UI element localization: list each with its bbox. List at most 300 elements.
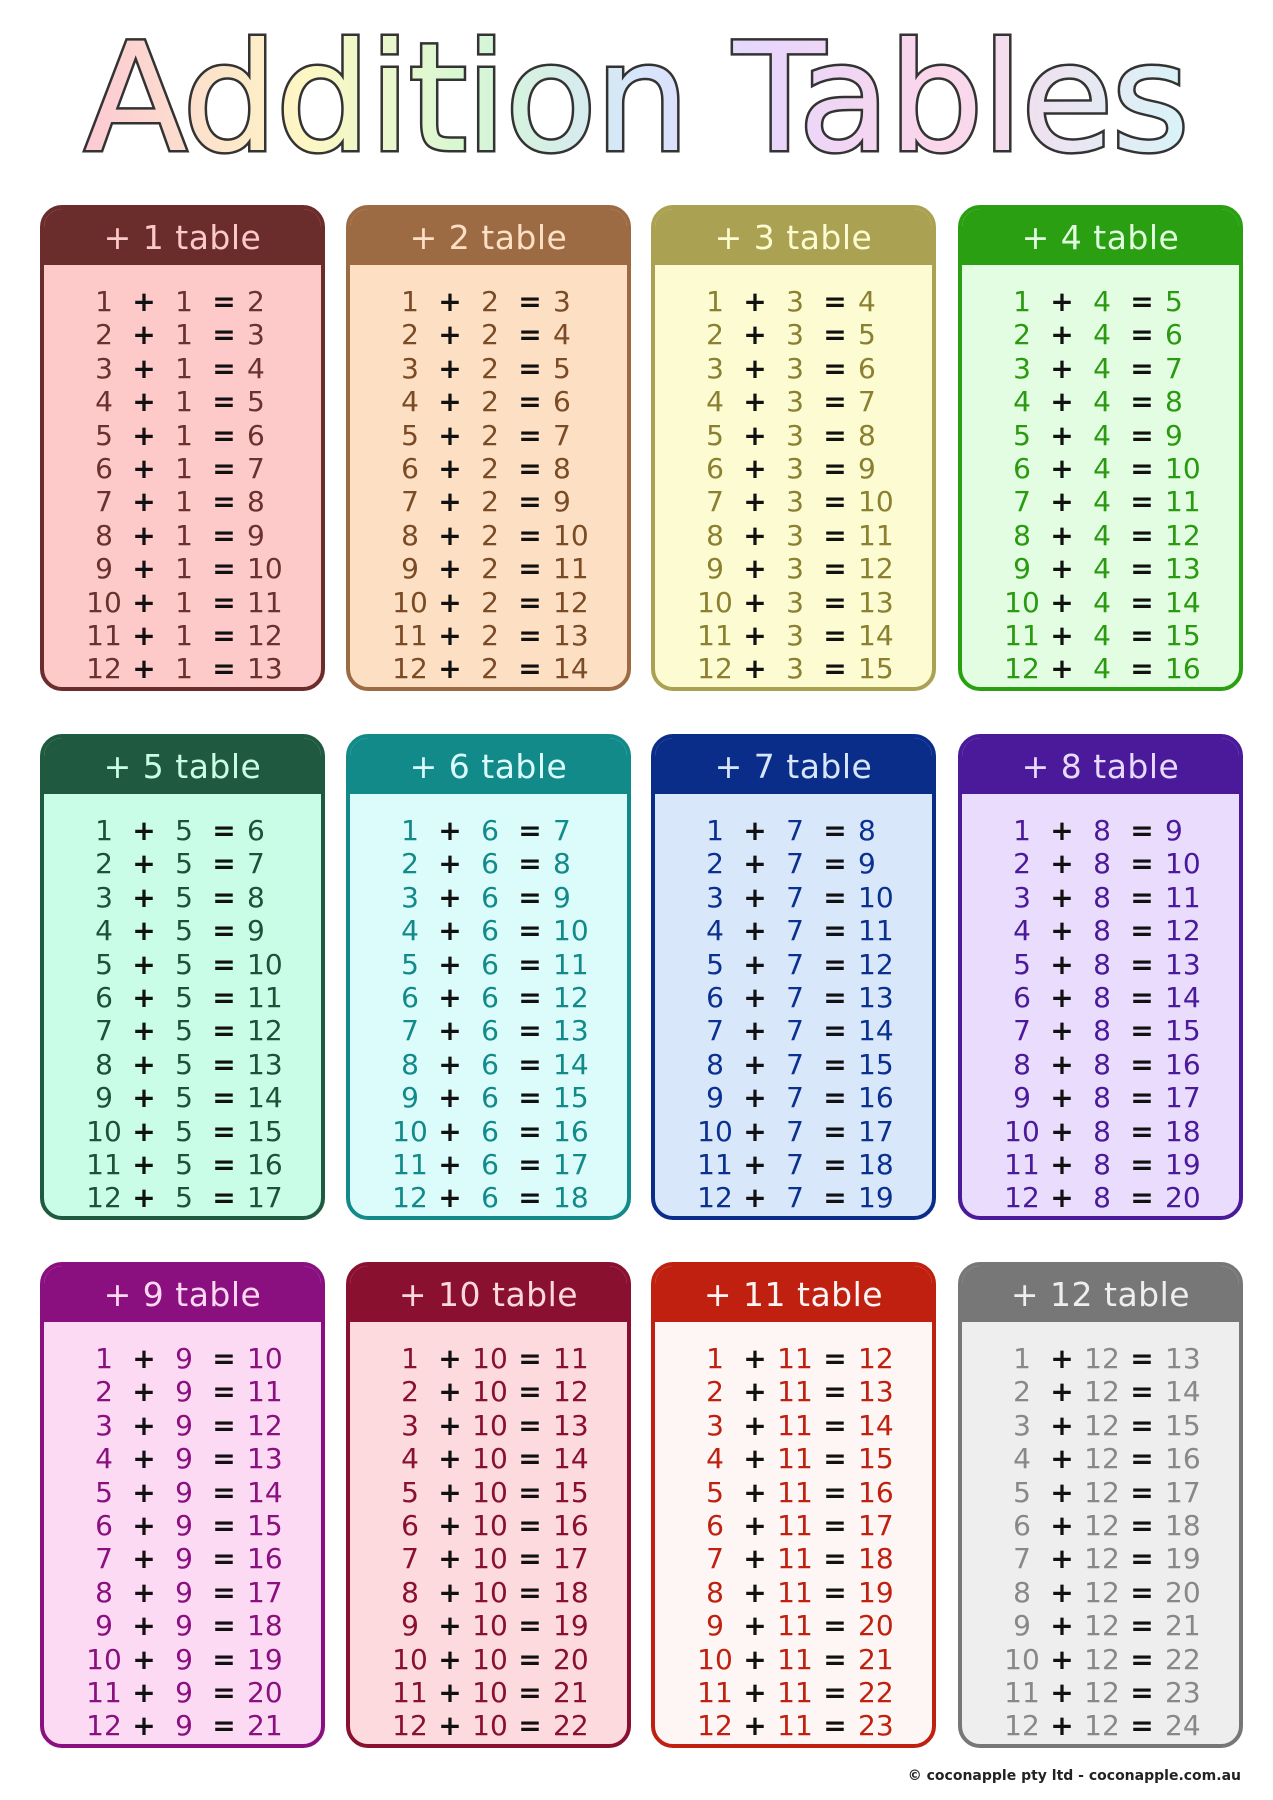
equation-row (44, 352, 321, 385)
operand-b: 8 (1093, 981, 1111, 1014)
equals-sign: = (518, 914, 542, 948)
plus-sign: + (743, 619, 767, 652)
equals-sign: = (823, 847, 847, 881)
sum: 14 (858, 1014, 894, 1048)
sum: 7 (553, 418, 571, 452)
equals-sign: = (212, 1709, 236, 1743)
operand-a: 6 (401, 452, 419, 485)
operand-a: 2 (95, 1375, 113, 1409)
plus-sign: + (132, 947, 156, 981)
plus-sign: + (1050, 318, 1074, 352)
equation-row (655, 1148, 932, 1181)
equals-sign: = (1130, 351, 1154, 385)
equation-row (655, 652, 932, 685)
operand-b: 9 (175, 1375, 193, 1409)
sum: 12 (1165, 914, 1201, 948)
equation-row (655, 1709, 932, 1742)
equals-sign: = (823, 1676, 847, 1709)
operand-b: 1 (175, 318, 193, 352)
table-header: + 11 table (655, 1266, 932, 1322)
sum: 15 (553, 1081, 589, 1115)
equals-sign: = (518, 619, 542, 652)
operand-b: 4 (1093, 518, 1111, 552)
equation-row (44, 619, 321, 652)
operand-b: 11 (777, 1442, 813, 1476)
operand-b: 2 (481, 418, 499, 452)
equals-sign: = (823, 1575, 847, 1609)
operand-b: 12 (1084, 1676, 1120, 1709)
operand-b: 11 (777, 1475, 813, 1509)
sum: 18 (858, 1148, 894, 1181)
equation-row (962, 1409, 1239, 1442)
operand-a: 1 (706, 814, 724, 847)
equation-row (655, 814, 932, 847)
sum: 11 (858, 518, 894, 552)
operand-b: 4 (1093, 318, 1111, 352)
operand-b: 11 (777, 1676, 813, 1709)
equation-row (962, 586, 1239, 619)
equals-sign: = (1130, 485, 1154, 519)
equals-sign: = (518, 1442, 542, 1476)
equation-row (962, 1048, 1239, 1081)
sum: 4 (247, 351, 265, 385)
plus-sign: + (1050, 1676, 1074, 1709)
plus-sign: + (132, 485, 156, 519)
operand-a: 11 (697, 1148, 733, 1181)
plus-sign: + (1050, 1509, 1074, 1542)
operand-b: 3 (786, 518, 804, 552)
sum: 13 (247, 652, 283, 686)
operand-b: 3 (786, 619, 804, 652)
equals-sign: = (518, 880, 542, 914)
equation-row (350, 1442, 627, 1475)
operand-a: 3 (1013, 880, 1031, 914)
equals-sign: = (518, 1709, 542, 1743)
plus-sign: + (1050, 1375, 1074, 1409)
operand-a: 12 (697, 1709, 733, 1743)
sum: 13 (1165, 1342, 1201, 1375)
operand-b: 7 (786, 1181, 804, 1215)
table-body (655, 265, 932, 687)
operand-b: 11 (777, 1542, 813, 1576)
sum: 11 (553, 947, 589, 981)
operand-a: 12 (86, 1709, 122, 1743)
equals-sign: = (518, 1676, 542, 1709)
operand-b: 6 (481, 1047, 499, 1081)
plus-sign: + (743, 947, 767, 981)
equals-sign: = (823, 1709, 847, 1743)
operand-b: 7 (786, 814, 804, 847)
equals-sign: = (518, 552, 542, 586)
operand-a: 5 (401, 947, 419, 981)
equals-sign: = (518, 1114, 542, 1148)
sum: 23 (858, 1709, 894, 1743)
equation-row (44, 914, 321, 947)
addition-table-card-1 (40, 205, 325, 691)
operand-a: 6 (95, 452, 113, 485)
plus-sign: + (1050, 1181, 1074, 1215)
operand-a: 9 (1013, 1609, 1031, 1643)
plus-sign: + (438, 1542, 462, 1576)
operand-b: 9 (175, 1542, 193, 1576)
operand-a: 8 (401, 1047, 419, 1081)
sum: 14 (1165, 981, 1201, 1014)
operand-b: 12 (1084, 1542, 1120, 1576)
operand-b: 11 (777, 1509, 813, 1542)
equals-sign: = (518, 1375, 542, 1409)
equation-row (44, 1643, 321, 1676)
plus-sign: + (438, 1408, 462, 1442)
operand-b: 12 (1084, 1609, 1120, 1643)
operand-a: 11 (392, 1676, 428, 1709)
operand-b: 2 (481, 485, 499, 519)
equation-row (350, 1542, 627, 1575)
sum: 17 (247, 1181, 283, 1215)
operand-a: 10 (697, 1642, 733, 1676)
sum: 12 (247, 619, 283, 652)
operand-b: 8 (1093, 1148, 1111, 1181)
equation-row (962, 1375, 1239, 1408)
equation-row (655, 1476, 932, 1509)
plus-sign: + (1050, 1047, 1074, 1081)
operand-b: 3 (786, 385, 804, 419)
equation-row (44, 652, 321, 685)
sum: 13 (553, 1408, 589, 1442)
operand-b: 10 (472, 1442, 508, 1476)
operand-a: 11 (1004, 1148, 1040, 1181)
operand-a: 8 (401, 1575, 419, 1609)
operand-b: 12 (1084, 1408, 1120, 1442)
sum: 14 (553, 652, 589, 686)
sum: 11 (553, 1342, 589, 1375)
sum: 21 (1165, 1609, 1201, 1643)
equation-row (350, 352, 627, 385)
sum: 17 (553, 1542, 589, 1576)
sum: 21 (858, 1642, 894, 1676)
equals-sign: = (1130, 914, 1154, 948)
equation-row (655, 1542, 932, 1575)
equation-row (655, 552, 932, 585)
addition-table-card-3 (651, 205, 936, 691)
sum: 6 (247, 814, 265, 847)
operand-b: 1 (175, 351, 193, 385)
equation-row (655, 1442, 932, 1475)
operand-a: 10 (1004, 1114, 1040, 1148)
plus-sign: + (438, 1114, 462, 1148)
plus-sign: + (132, 1475, 156, 1509)
equation-row (655, 385, 932, 418)
sum: 12 (553, 585, 589, 619)
equation-row (44, 881, 321, 914)
table-header: + 9 table (44, 1266, 321, 1322)
equation-row (44, 1676, 321, 1709)
equals-sign: = (518, 1408, 542, 1442)
plus-sign: + (132, 814, 156, 847)
sum: 13 (553, 619, 589, 652)
sum: 5 (1165, 285, 1183, 318)
operand-a: 5 (1013, 418, 1031, 452)
operand-a: 7 (1013, 1542, 1031, 1576)
table-header: + 8 table (962, 738, 1239, 794)
equals-sign: = (212, 981, 236, 1014)
operand-a: 9 (401, 1609, 419, 1643)
sum: 20 (1165, 1181, 1201, 1215)
addition-table-card-12 (958, 1262, 1243, 1748)
operand-b: 6 (481, 847, 499, 881)
operand-a: 4 (401, 914, 419, 948)
sum: 2 (247, 285, 265, 318)
operand-a: 4 (706, 385, 724, 419)
equals-sign: = (212, 285, 236, 318)
operand-b: 10 (472, 1575, 508, 1609)
plus-sign: + (1050, 285, 1074, 318)
sum: 15 (553, 1475, 589, 1509)
equation-row (655, 1409, 932, 1442)
plus-sign: + (132, 1375, 156, 1409)
operand-b: 10 (472, 1342, 508, 1375)
sum: 13 (247, 1442, 283, 1476)
plus-sign: + (438, 914, 462, 948)
operand-a: 9 (706, 1609, 724, 1643)
operand-b: 11 (777, 1342, 813, 1375)
plus-sign: + (132, 452, 156, 485)
operand-a: 7 (1013, 1014, 1031, 1048)
addition-table-card-11 (651, 1262, 936, 1748)
operand-a: 1 (95, 1342, 113, 1375)
plus-sign: + (438, 947, 462, 981)
equals-sign: = (823, 1114, 847, 1148)
operand-b: 5 (175, 1081, 193, 1115)
table-header: + 10 table (350, 1266, 627, 1322)
equals-sign: = (823, 947, 847, 981)
sum: 7 (553, 814, 571, 847)
sum: 21 (247, 1709, 283, 1743)
operand-a: 4 (95, 385, 113, 419)
plus-sign: + (743, 318, 767, 352)
sum: 11 (1165, 880, 1201, 914)
operand-a: 2 (401, 1375, 419, 1409)
plus-sign: + (438, 1609, 462, 1643)
equals-sign: = (823, 1342, 847, 1375)
operand-b: 6 (481, 947, 499, 981)
operand-b: 5 (175, 981, 193, 1014)
plus-sign: + (132, 385, 156, 419)
operand-b: 11 (777, 1609, 813, 1643)
sum: 6 (247, 418, 265, 452)
equals-sign: = (212, 485, 236, 519)
equals-sign: = (823, 1148, 847, 1181)
equals-sign: = (823, 1408, 847, 1442)
equation-row (350, 881, 627, 914)
equation-row (350, 1609, 627, 1642)
operand-b: 3 (786, 418, 804, 452)
equation-row (350, 1709, 627, 1742)
equation-row (655, 948, 932, 981)
sum: 10 (1165, 452, 1201, 485)
operand-b: 10 (472, 1408, 508, 1442)
sum: 11 (858, 914, 894, 948)
operand-a: 3 (706, 880, 724, 914)
sum: 8 (553, 847, 571, 881)
operand-a: 9 (706, 552, 724, 586)
operand-a: 3 (401, 351, 419, 385)
sum: 12 (247, 1408, 283, 1442)
operand-a: 12 (86, 1181, 122, 1215)
operand-b: 4 (1093, 552, 1111, 586)
operand-b: 5 (175, 880, 193, 914)
operand-b: 6 (481, 814, 499, 847)
equation-row (350, 1115, 627, 1148)
operand-a: 3 (401, 880, 419, 914)
operand-a: 6 (95, 1509, 113, 1542)
plus-sign: + (132, 585, 156, 619)
plus-sign: + (438, 585, 462, 619)
equation-row (962, 485, 1239, 518)
sum: 11 (1165, 485, 1201, 519)
plus-sign: + (743, 1014, 767, 1048)
operand-a: 10 (1004, 1642, 1040, 1676)
plus-sign: + (1050, 351, 1074, 385)
equation-row (350, 1643, 627, 1676)
equals-sign: = (212, 1442, 236, 1476)
plus-sign: + (743, 1342, 767, 1375)
operand-b: 5 (175, 1014, 193, 1048)
sum: 11 (553, 552, 589, 586)
operand-a: 9 (706, 1081, 724, 1115)
operand-b: 3 (786, 318, 804, 352)
equation-row (350, 981, 627, 1014)
operand-a: 6 (706, 1509, 724, 1542)
equation-row (962, 318, 1239, 351)
equation-row (44, 1542, 321, 1575)
equals-sign: = (823, 1375, 847, 1409)
table-header: + 5 table (44, 738, 321, 794)
sum: 5 (553, 351, 571, 385)
equation-row (655, 318, 932, 351)
operand-a: 2 (1013, 847, 1031, 881)
equals-sign: = (518, 518, 542, 552)
equation-row (44, 948, 321, 981)
sum: 12 (858, 552, 894, 586)
operand-a: 1 (95, 814, 113, 847)
equation-row (350, 419, 627, 452)
operand-a: 3 (1013, 351, 1031, 385)
equation-row (350, 552, 627, 585)
equals-sign: = (212, 1375, 236, 1409)
equals-sign: = (212, 1542, 236, 1576)
equals-sign: = (823, 914, 847, 948)
equation-row (655, 1676, 932, 1709)
operand-a: 8 (95, 1047, 113, 1081)
operand-b: 7 (786, 1014, 804, 1048)
sum: 19 (247, 1642, 283, 1676)
sum: 8 (247, 880, 265, 914)
equation-row (655, 1375, 932, 1408)
equation-row (44, 847, 321, 880)
operand-b: 8 (1093, 1081, 1111, 1115)
operand-a: 2 (1013, 1375, 1031, 1409)
operand-b: 12 (1084, 1375, 1120, 1409)
plus-sign: + (743, 981, 767, 1014)
operand-a: 12 (1004, 1181, 1040, 1215)
operand-a: 4 (401, 385, 419, 419)
equation-row (962, 981, 1239, 1014)
equals-sign: = (518, 1047, 542, 1081)
equation-row (44, 1115, 321, 1148)
operand-a: 11 (1004, 619, 1040, 652)
operand-a: 3 (706, 351, 724, 385)
equation-row (962, 1509, 1239, 1542)
operand-b: 8 (1093, 947, 1111, 981)
plus-sign: + (132, 981, 156, 1014)
operand-b: 10 (472, 1642, 508, 1676)
operand-b: 2 (481, 652, 499, 686)
plus-sign: + (438, 1509, 462, 1542)
sum: 15 (247, 1509, 283, 1542)
operand-a: 12 (392, 1181, 428, 1215)
sum: 16 (553, 1114, 589, 1148)
equation-row (350, 1081, 627, 1114)
sum: 13 (858, 1375, 894, 1409)
plus-sign: + (1050, 880, 1074, 914)
plus-sign: + (1050, 914, 1074, 948)
operand-a: 4 (1013, 1442, 1031, 1476)
sum: 16 (553, 1509, 589, 1542)
equals-sign: = (1130, 1342, 1154, 1375)
operand-b: 1 (175, 285, 193, 318)
plus-sign: + (132, 1408, 156, 1442)
operand-b: 10 (472, 1475, 508, 1509)
equals-sign: = (212, 1148, 236, 1181)
sum: 18 (858, 1542, 894, 1576)
operand-b: 9 (175, 1575, 193, 1609)
operand-b: 6 (481, 1181, 499, 1215)
equation-row (350, 652, 627, 685)
operand-a: 11 (392, 619, 428, 652)
plus-sign: + (743, 652, 767, 686)
plus-sign: + (438, 1709, 462, 1743)
plus-sign: + (1050, 1709, 1074, 1743)
operand-b: 7 (786, 1047, 804, 1081)
equals-sign: = (518, 814, 542, 847)
operand-a: 2 (706, 1375, 724, 1409)
operand-a: 10 (86, 1114, 122, 1148)
plus-sign: + (1050, 1609, 1074, 1643)
equals-sign: = (823, 652, 847, 686)
operand-a: 7 (95, 1014, 113, 1048)
plus-sign: + (132, 1509, 156, 1542)
equals-sign: = (518, 385, 542, 419)
operand-b: 9 (175, 1475, 193, 1509)
operand-a: 4 (706, 914, 724, 948)
sum: 9 (858, 847, 876, 881)
operand-b: 1 (175, 452, 193, 485)
equation-row (655, 1609, 932, 1642)
equals-sign: = (1130, 1408, 1154, 1442)
sum: 6 (858, 351, 876, 385)
operand-b: 1 (175, 485, 193, 519)
operand-b: 1 (175, 585, 193, 619)
plus-sign: + (1050, 585, 1074, 619)
plus-sign: + (743, 1375, 767, 1409)
equals-sign: = (823, 1181, 847, 1215)
equals-sign: = (518, 1509, 542, 1542)
sum: 5 (858, 318, 876, 352)
plus-sign: + (1050, 552, 1074, 586)
plus-sign: + (438, 981, 462, 1014)
equals-sign: = (823, 485, 847, 519)
equation-row (655, 1342, 932, 1375)
